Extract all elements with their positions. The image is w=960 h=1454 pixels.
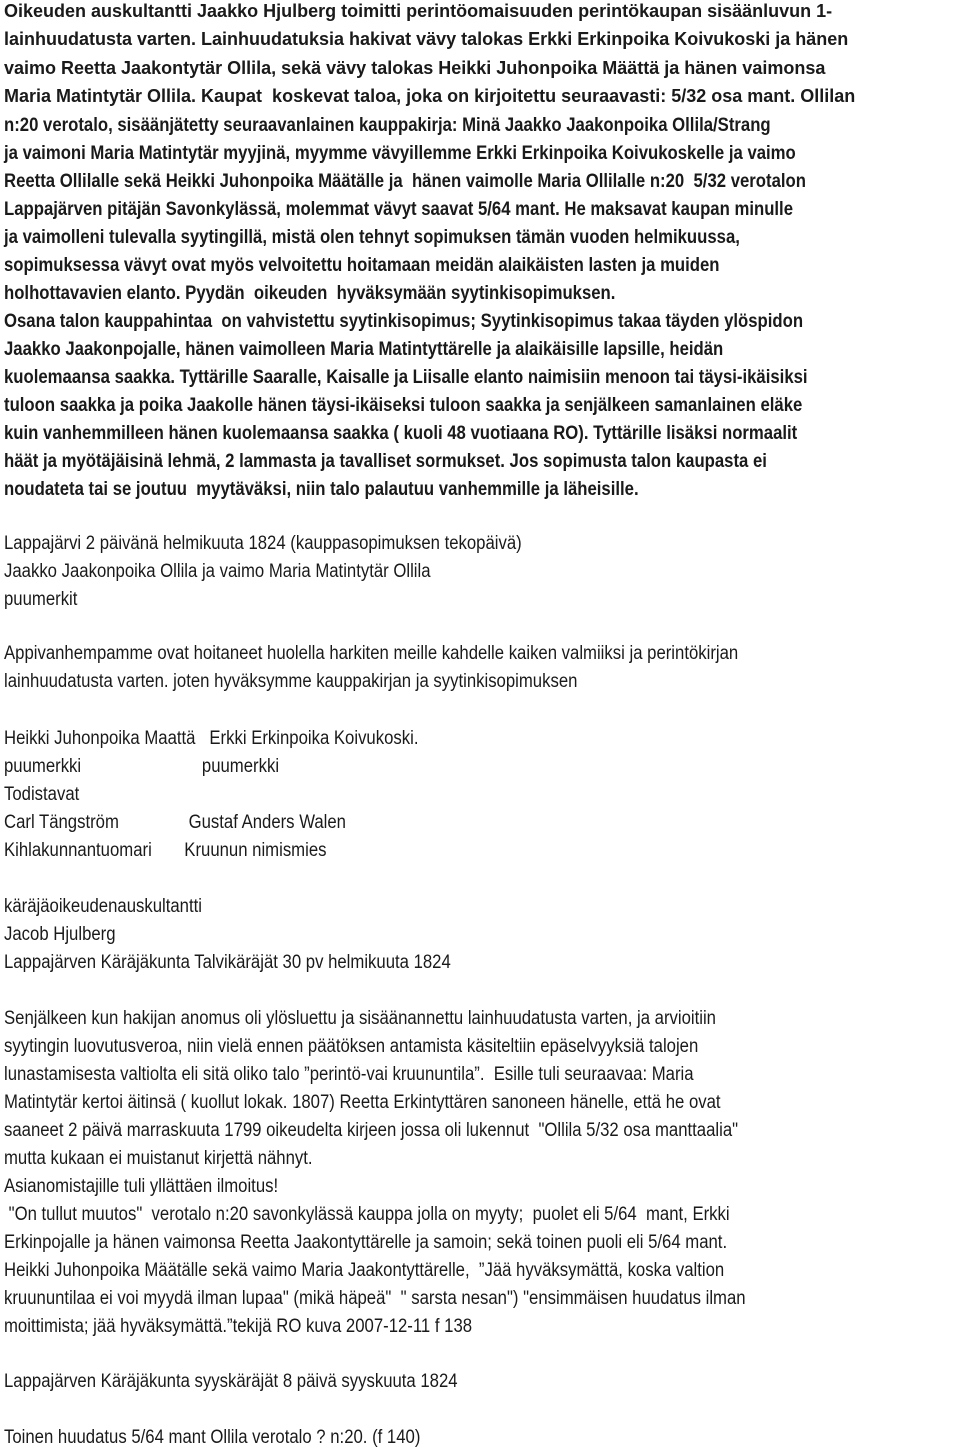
text-line: Osana talon kauppahintaa on vahvistettu syytinkisopimus; Syytinkisopimus takaa täyden ylöspidon — [4, 311, 804, 332]
text-line: holhottavavien elanto. Pyydän oikeuden hyväksymään syytinkisopimuksen. — [4, 283, 616, 304]
text-line: moittimista; jää hyväksymättä.”tekijä RO kuva 2007-12-11 f 138 — [4, 1316, 473, 1337]
text-line: Oikeuden auskultantti Jaakko Hjulberg toimitti perintöomaisuuden perintökaupan sisäänluvun 1- — [4, 1, 833, 21]
text-line: Erkinpojalle ja hänen vaimonsa Reetta Jaakontyttärelle ja samoin; sekä toinen puoli eli 5/64 mant. — [4, 1232, 728, 1253]
text-line: n:20 verotalo, sisäänjätetty seuraavanlainen kauppakirja: Minä Jaakko Jaakonpoika Ollila/Strang — [4, 115, 771, 136]
text-line: Todistavat — [4, 784, 80, 805]
text-line: Matintytär kertoi äitinsä ( kuollut lokak. 1807) Reetta Erkintyttären sanoneen hänelle, että he ovat — [4, 1092, 721, 1113]
text-line: syytingin luovutusveroa, niin vielä ennen päätöksen antamista käsiteltiin epäselvyyksiä talojen — [4, 1036, 699, 1057]
text-line: Lappajärven pitäjän Savonkylässä, molemmat vävyt saavat 5/64 mant. He maksavat kaupan minulle — [4, 199, 794, 220]
text-line: Lappajärven Käräjäkunta Talvikäräjät 30 pv helmikuuta 1824 — [4, 952, 451, 973]
text-line: tuloon saakka ja poika Jaakolle hänen täysi-ikäiseksi tuloon saakka ja senjälkeen samanlainen eläke — [4, 395, 803, 416]
text-line: käräjäoikeudenauskultantti — [4, 896, 202, 917]
text-line: Heikki Juhonpoika Määtälle sekä vaimo Maria Jaakontyttärelle, ”Jää hyväksymättä, koska valtion — [4, 1260, 725, 1281]
text-line: Carl Tängström Gustaf Anders Walen — [4, 812, 346, 833]
text-line: Asianomistajille tuli yllättäen ilmoitus! — [4, 1176, 279, 1197]
text-line: mutta kukaan ei muistanut kirjettä nähnyt. — [4, 1148, 313, 1169]
text-line: lainhuudatusta varten. Lainhuudatuksia hakivat vävy talokas Erkki Erkinpoika Koivukoski ja hänen — [4, 29, 849, 49]
text-line: sopimuksessa vävyt ovat myös velvoitettu hoitamaan meidän alaikäisten lasten ja muiden — [4, 255, 720, 276]
text-line: lunastamisesta valtiolta eli sitä oliko talo ”perintö-vai kruununtila”. Esille tuli seuraavaa: Maria — [4, 1064, 694, 1085]
text-line: noudateta tai se joutuu myytäväksi, niin talo palautuu vanhemmille ja läheisille. — [4, 479, 639, 500]
text-line: vaimo Reetta Jaakontytär Ollila, sekä vävy talokas Heikki Juhonpoika Määttä ja hänen vaimonsa — [4, 58, 826, 78]
text-line: Toinen huudatus 5/64 mant Ollila verotalo ? n:20. (f 140) — [4, 1427, 421, 1448]
text-line: Lappajärvi 2 päivänä helmikuuta 1824 (kauppasopimuksen tekopäivä) — [4, 533, 522, 554]
text-line: Maria Matintytär Ollila. Kaupat koskevat taloa, joka on kirjoitettu seuraavasti: 5/32 osa mant. Ollilan — [4, 86, 856, 106]
text-line: Jaakko Jaakonpoika Ollila ja vaimo Maria Matintytär Ollila — [4, 561, 431, 582]
text-line: "On tullut muutos" verotalo n:20 savonkylässä kauppa jolla on myyty; puolet eli 5/64 mant, Erkki — [4, 1204, 730, 1225]
text-line: Heikki Juhonpoika Maattä Erkki Erkinpoika Koivukoski. — [4, 728, 419, 749]
text-line: häät ja myötäjäisinä lehmä, 2 lammasta ja tavalliset sormukset. Jos sopimusta talon kaupasta ei — [4, 451, 767, 472]
text-line: ja vaimoni Maria Matintytär myyjinä, myymme vävyillemme Erkki Erkinpoika Koivukoskelle ja vaimo — [4, 143, 796, 164]
text-line: Kihlakunnantuomari Kruunun nimismies — [4, 840, 327, 861]
text-line: Lappajärven Käräjäkunta syyskäräjät 8 päivä syyskuuta 1824 — [4, 1371, 458, 1392]
text-line: Jacob Hjulberg — [4, 924, 116, 945]
text-line: puumerkki puumerkki — [4, 756, 280, 777]
text-line: puumerkit — [4, 589, 78, 610]
text-line: kruununtilaa ei voi myydä ilman lupaa" (mikä häpeä" " sarsta nesan") "ensimmäisen huudatus ilman — [4, 1288, 746, 1309]
text-line: lainhuudatusta varten. joten hyväksymme kauppakirjan ja syytinkisopimuksen — [4, 671, 578, 692]
text-line: kuolemaansa saakka. Tyttärille Saaralle, Kaisalle ja Liisalle elanto naimisiin menoon tai täysi-ikäisiksi — [4, 367, 808, 388]
text-line: ja vaimolleni tulevalla syytingillä, mistä olen tehnyt sopimuksen tämän vuoden helmikuussa, — [4, 227, 740, 248]
text-line: saaneet 2 päivä marraskuuta 1799 oikeudelta kirjeen jossa oli lukennut "Ollila 5/32 osa manttaalia" — [4, 1120, 739, 1141]
text-line: Senjälkeen kun hakijan anomus oli ylösluettu ja sisäänannettu lainhuudatusta varten, ja arvioitiin — [4, 1008, 716, 1029]
text-line: kuin vanhemmilleen hänen kuolemaansa saakka ( kuoli 48 vuotiaana RO). Tyttärille lisäksi normaalit — [4, 423, 798, 444]
text-line: Jaakko Jaakonpojalle, hänen vaimolleen Maria Matintyttärelle ja alaikäisille lapsille, heidän — [4, 339, 724, 360]
text-line: Appivanhempamme ovat hoitaneet huolella harkiten meille kahdelle kaiken valmiiksi ja perintökirjan — [4, 643, 739, 664]
text-line: Reetta Ollilalle sekä Heikki Juhonpoika Määtälle ja hänen vaimolle Maria Ollilalle n:20 5/32 verotalon — [4, 171, 806, 192]
